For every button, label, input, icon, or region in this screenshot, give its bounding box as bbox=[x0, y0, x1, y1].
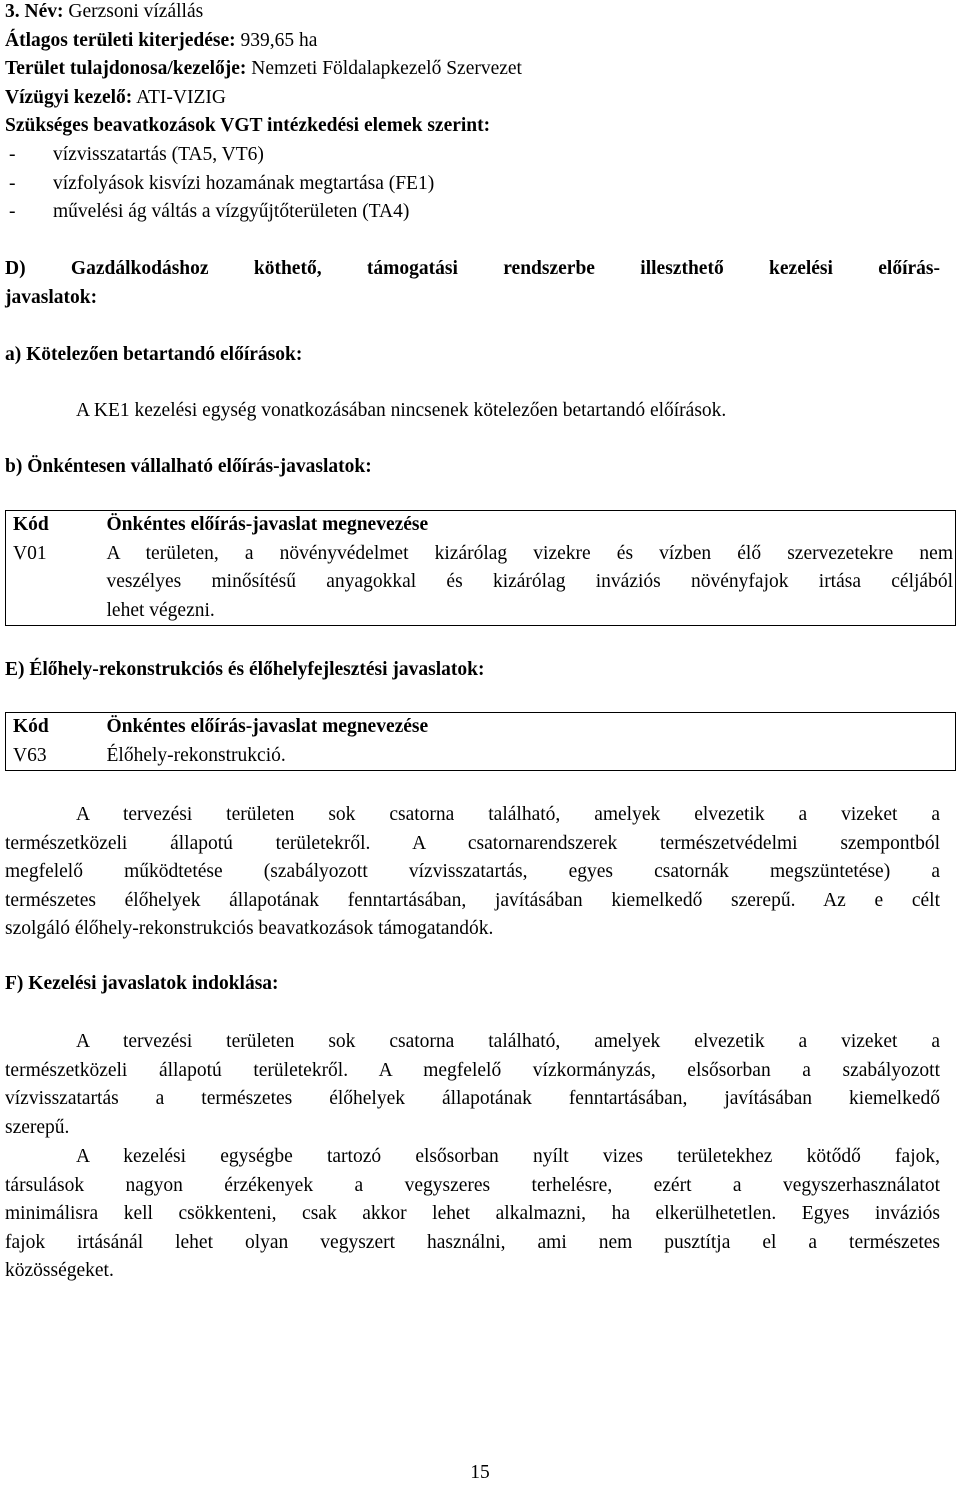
site-name: Gerzsoni vízállás bbox=[68, 1, 204, 22]
water-manager-line: Vízügyi kezelő: ATI-VIZIG bbox=[5, 86, 226, 108]
needs-heading: Szükséges beavatkozások VGT intézkedési elemek szerint: bbox=[5, 115, 491, 137]
site-name-line: 3. Név: Gerzsoni vízállás bbox=[5, 1, 204, 22]
section-b-heading: b) Önkéntesen vállalható előírás-javaslatok: bbox=[5, 456, 372, 477]
voluntary-rules-table bbox=[5, 510, 956, 626]
owner-line: Terület tulajdonosa/kezelője: Nemzeti Földalapkezelő Szervezet bbox=[5, 58, 522, 80]
table-code: V01 bbox=[13, 542, 47, 564]
section-e-paragraph: A tervezési területen sok csatorna található, amelyek elvezetik a vizeket a természetközeli állapotú területekről. A csatornarendszerek természetvédelmi szempontból megfelelő működtetése (szabályozott vízvisszatartás, egyes csatornák megszüntetése) a természetes élőhelyek állapotának fenntartásában, javításában kiemelkedő szerepű. Az e célt szolgáló élőhely-rekonstrukciós beavatkozások támogatandók. bbox=[5, 804, 940, 940]
section-e-heading: E) Élőhely-rekonstrukciós és élőhelyfejlesztési javaslatok: bbox=[5, 659, 485, 680]
habitat-table bbox=[5, 712, 956, 771]
section-f-heading: F) Kezelési javaslatok indoklása: bbox=[5, 973, 279, 994]
site-header bbox=[5, 0, 940, 227]
table-header-name: Önkéntes előírás-javaslat megnevezése bbox=[106, 514, 429, 535]
section-f-paragraph-2: A kezelési egységbe tartozó elsősorban nyílt vizes területekhez kötődő fajok, társulások nagyon érzékenyek a vegyszeres terhelésre, ezért a vegyszerhasználatot minimálisra kell csökkenteni, csak akkor lehet alkalmazni, ha elkerülhetetlen. Egyes inváziós fajok irtásánál lehet olyan vegyszert használni, ami nem pusztítja el a természetes közösségeket. bbox=[5, 1146, 940, 1282]
list-item: - vízfolyások kisvízi hozamának megtartása (FE1) bbox=[9, 172, 435, 194]
table-header-name: Önkéntes előírás-javaslat megnevezése bbox=[106, 716, 429, 737]
area-value: 939,65 ha bbox=[240, 29, 318, 51]
table-header-code: Kód bbox=[13, 716, 49, 737]
table-code-cell bbox=[6, 511, 101, 626]
section-a-heading: a) Kötelezően betartandó előírások: bbox=[5, 344, 303, 365]
table-name-cell: Önkéntes előírás-javaslat megnevezése Élőhely-rekonstrukció. bbox=[101, 713, 956, 771]
table-header-code: Kód bbox=[13, 514, 49, 535]
table-name-cell: Önkéntes előírás-javaslat megnevezése A területen, a növényvédelmet kizárólag vizekre és vízben élő szervezetekre nem veszélyes minősítésű anyagokkal és kizárólag inváziós növényfajok irtása céljából lehet végezni. bbox=[101, 511, 956, 626]
list-item: - vízvisszatartás (TA5, VT6) bbox=[9, 143, 264, 165]
area-line: Átlagos területi kiterjedése: 939,65 ha bbox=[5, 29, 318, 51]
section-d-heading: D) Gazdálkodáshoz köthető, támogatási rendszerbe illeszthető kezelési előírás- javaslatok: bbox=[5, 258, 940, 308]
list-item: - művelési ág váltás a vízgyűjtőterületen (TA4) bbox=[9, 201, 410, 223]
owner-value: Nemzeti Földalapkezelő Szervezet bbox=[251, 58, 522, 80]
section-a-text: A KE1 kezelési egység vonatkozásában nincsenek kötelezően betartandó előírások. bbox=[76, 400, 727, 421]
table-code: V63 bbox=[13, 744, 47, 766]
page-number: 15 bbox=[470, 1462, 490, 1483]
table-row bbox=[6, 713, 956, 771]
section-f-paragraph-1: A tervezési területen sok csatorna található, amelyek elvezetik a vizeket a természetközeli állapotú területekről. A megfelelő vízkormányzás, elsősorban a szabályozott vízvisszatartás a természetes élőhelyek állapotának fenntartásában, javításában kiemelkedő szerepű. bbox=[5, 1031, 940, 1138]
table-row bbox=[6, 511, 956, 626]
water-manager-value: ATI-VIZIG bbox=[136, 86, 226, 108]
table-code-cell bbox=[6, 713, 101, 771]
